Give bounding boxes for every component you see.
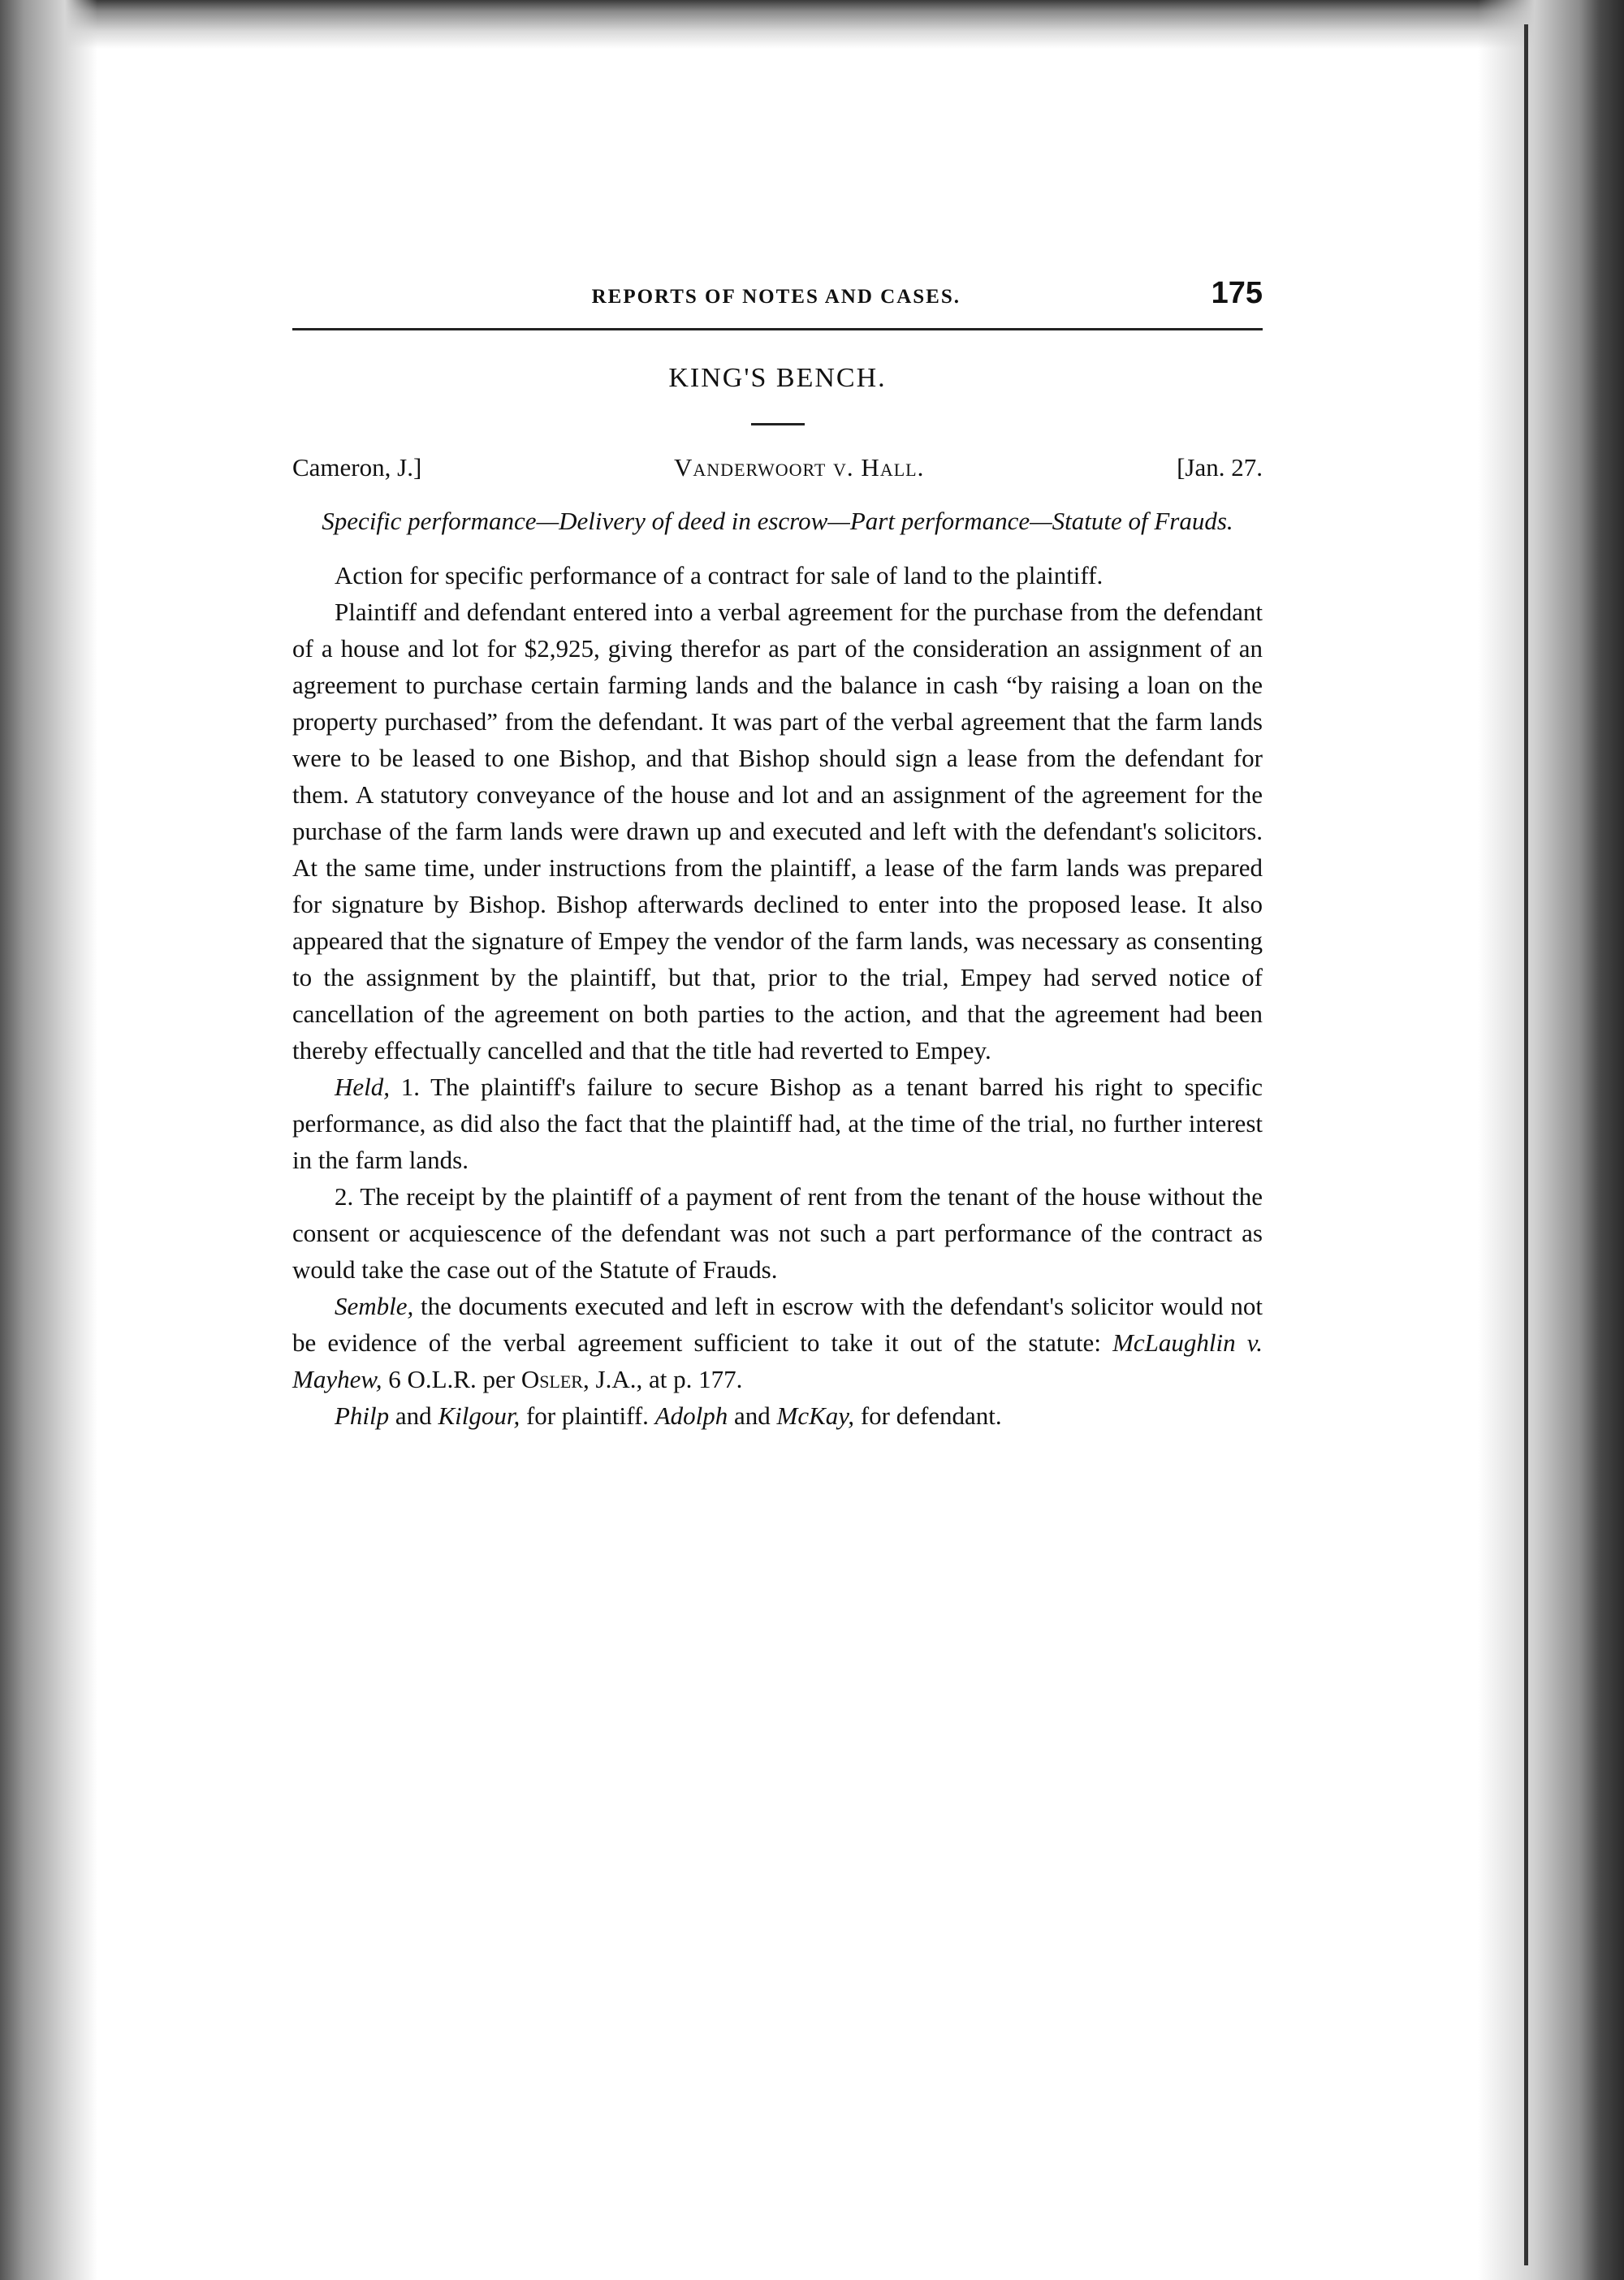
counsel-and-2: and	[728, 1401, 777, 1430]
semble-label: Semble,	[335, 1292, 414, 1320]
paragraph-part-performance: 2. The receipt by the plaintiff of a payment of rent from the tenant of the house without the consent or acquiescence of the defendant was not such a part performance of the contract as would take the case out of the Statute of Frauds.	[292, 1182, 1263, 1284]
headnote: Specific performance—Delivery of deed in escrow—Part performance—Statute of Frauds.	[322, 507, 1233, 535]
paragraph-semble	[292, 1288, 1263, 1397]
held-label: Held,	[335, 1073, 391, 1101]
running-head	[292, 276, 1263, 317]
cited-report: 6 O.L.R. per	[382, 1365, 521, 1393]
page-number: 175	[1211, 276, 1263, 310]
semble-text: the documents executed and left in escrow with the defendant's solicitor would not be evidence of the verbal agreement sufficient to take it out of the statute:	[292, 1292, 1263, 1357]
held-text: 1. The plaintiff's failure to secure Bishop as a tenant barred his right to specific performance, as did also the fact that the plaintiff had, at the time of the trial, no further interest in the farm lands.	[292, 1073, 1263, 1174]
paragraph-action: Action for specific performance of a contract for sale of land to the plaintiff.	[335, 561, 1104, 589]
case-date: [Jan. 27.	[1177, 453, 1263, 481]
court-heading: KING'S BENCH.	[668, 363, 887, 393]
case-line	[292, 453, 1263, 487]
scan-binding-line	[1524, 24, 1528, 2265]
scan-edge-left	[0, 0, 97, 2280]
case-title: Vanderwoort v. Hall.	[674, 453, 925, 481]
counsel-defendant-2: McKay,	[776, 1401, 855, 1430]
cited-judge: Osler,	[520, 1365, 590, 1393]
counsel-plaintiff-2: Kilgour,	[438, 1401, 520, 1430]
counsel-for-defendant: for defendant.	[854, 1401, 1002, 1430]
page-content	[292, 276, 1263, 1434]
paragraph-counsel	[292, 1397, 1263, 1434]
counsel-and-1: and	[389, 1401, 438, 1430]
judge-name: Cameron, J.]	[292, 453, 422, 481]
scan-edge-right	[1478, 0, 1624, 2280]
paragraph-held	[292, 1069, 1263, 1178]
cited-case: McLaughlin v. Mayhew,	[292, 1328, 1263, 1393]
header-rule	[292, 328, 1263, 330]
section-divider	[751, 423, 805, 425]
scan-edge-top	[0, 0, 1624, 49]
counsel-defendant-1: Adolph	[654, 1401, 728, 1430]
counsel-plaintiff-1: Philp	[335, 1401, 390, 1430]
running-title: REPORTS OF NOTES AND CASES.	[591, 286, 961, 308]
cited-tail: J.A., at p. 177.	[589, 1365, 743, 1393]
paragraph-facts: Plaintiff and defendant entered into a verbal agreement for the purchase from the defendant of a house and lot for $2,925, giving therefor as part of the consideration an assignment of an agreement to purchase certain farming lands and the balance in cash “by raising a loan on the property purchased” from the defendant. It was part of the verbal agreement that the farm lands were to be leased to one Bishop, and that Bishop should sign a lease from the defendant for them. A statutory conveyance of the house and lot and an assignment of the agreement for the purchase of the farm lands were drawn up and executed and left with the defendant's solicitors. At the same time, under instructions from the plaintiff, a lease of the farm lands was prepared for signature by Bishop. Bishop afterwards declined to enter into the proposed lease. It also appeared that the signature of Empey the vendor of the farm lands, was necessary as consenting to the assignment by the plaintiff, but that, prior to the trial, Empey had served notice of cancellation of the agreement on both parties to the action, and that the agreement had been thereby effectually cancelled and that the title had reverted to Empey.	[292, 598, 1263, 1064]
counsel-for-plaintiff: for plaintiff.	[520, 1401, 655, 1430]
